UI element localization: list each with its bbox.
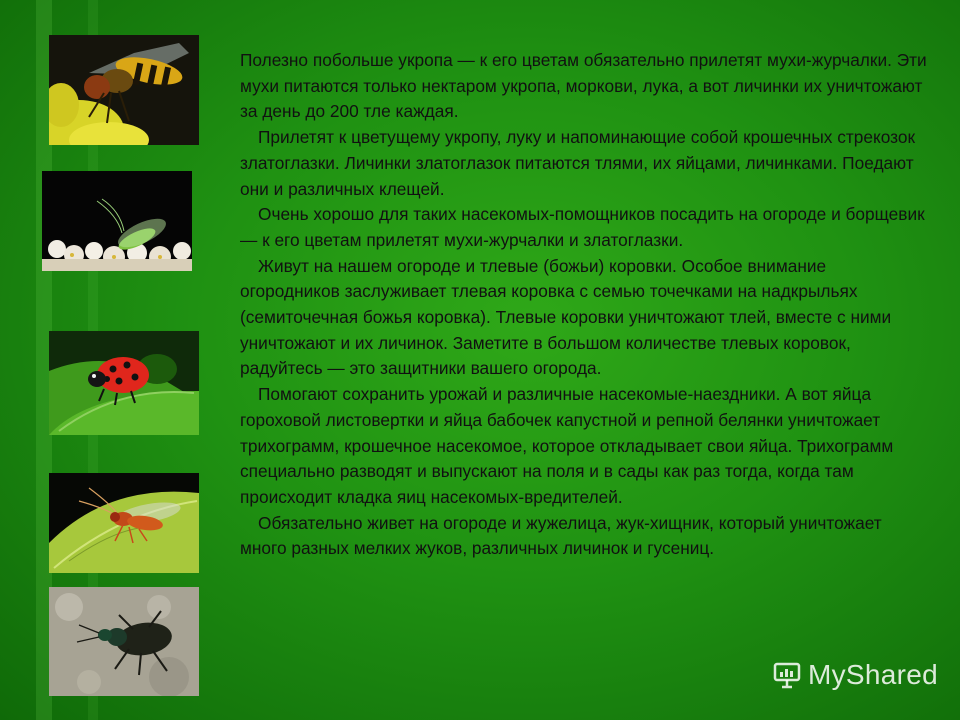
watermark-text: MyShared [807,659,938,690]
paragraph-lacewings: Прилетят к цветущему укропу, луку и напоминающие собой крошечных стрекозок златоглазки. Личинки златоглазок питаются тлями, их яйцами, личинками. Поедают они и различных клещей. [240,127,916,199]
paragraph-ladybugs: Живут на нашем огороде и тлевые (божьи) коровки. Особое внимание огородников заслуживает тлевая коровка с семью точечками на надкрыльях (семиточечная божья коровка). Тлевые коровки уничтожают тлей, вместе с ними уничтожают и их личинок. Заметите в большом количестве тлевых коровок, радуйтесь — это защитники вашего огорода. [240,255,892,379]
paragraph-hoverflies: Полезно побольше укропа — к его цветам обязательно прилетят мухи-журчалки. Эти мухи питаются только нектаром укропа, моркови, лука, а вот личинки их уничтожают за день до 200 тле каждая. [240,50,927,122]
lacewing-photo [42,171,192,271]
parasitic-wasp-photo [49,473,199,573]
paragraph-parasitic-insects: Помогают сохранить урожай и различные насекомые-наездники. А вот яйца гороховой листовертки и яйца бабочек капустной и репной белянки уничтожает трихограмм, крошечное насекомое, которое откладывает свои яйца. Трихограмм специально разводят и выпускают на поля и в сады как раз тогда, когда там происходит кладка яиц насекомых-вредителей. [240,384,894,507]
ground-beetle-photo [49,587,199,696]
presentation-icon [772,660,802,690]
paragraph-hogweed: Очень хорошо для таких насекомых-помощников посадить на огороде и борщевик — к его цветам прилетят мухи-журчалки и златоглазки. [240,204,925,250]
main-text [240,48,930,562]
ladybug-photo [49,331,199,435]
hoverfly-photo [49,35,199,145]
paragraph-ground-beetle: Обязательно живет на огороде и жужелица, жук-хищник, который уничтожает много разных мелких жуков, различных личинок и гусениц. [240,512,882,559]
watermark [772,658,938,692]
